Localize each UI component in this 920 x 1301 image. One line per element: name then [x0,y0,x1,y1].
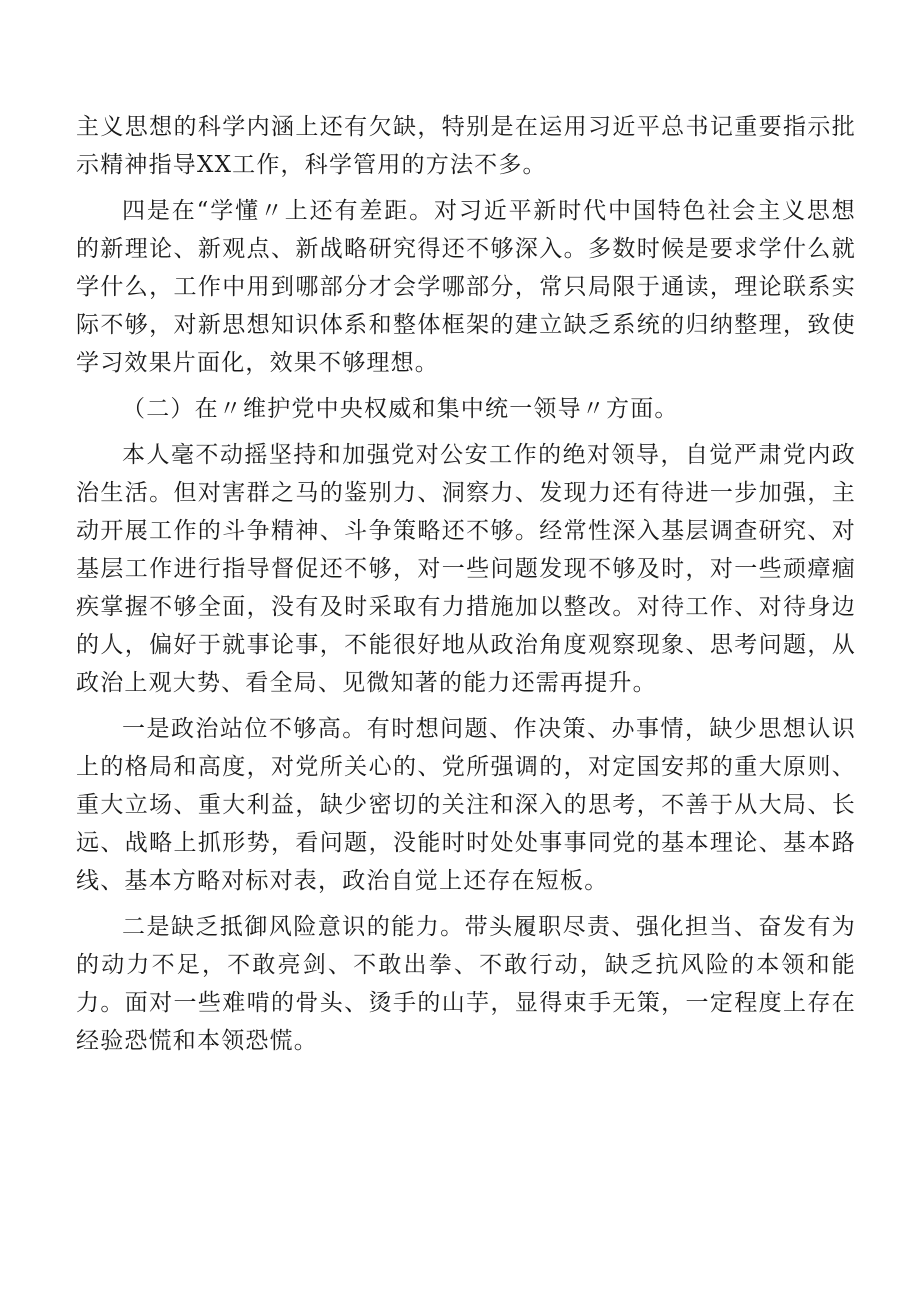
paragraph-point-one: 一是政治站位不够高。有时想问题、作决策、办事情，缺少思想认识上的格局和高度，对党所关心的、党所强调的，对定国安邦的重大原则、重大立场、重大利益，缺少密切的关注和深入的思考，不善于从大局、长远、战略上抓形势，看问题，没能时时处处事事同党的基本理论、基本路线、基本方略对标对表，政治自觉上还存在短板。 [76,716,856,894]
paragraph-point-four: 四是在“学懂〃上还有差距。对习近平新时代中国特色社会主义思想的新理论、新观点、新战略研究得还不够深入。多数时候是要求学什么就学什么，工作中用到哪部分才会学哪部分，常只局限于通读，理论联系实际不够，对新思想知识体系和整体框架的建立缺乏系统的归纳整理，致使学习效果片面化，效果不够理想。 [76,198,856,376]
paragraph-point-two: 二是缺乏抵御风险意识的能力。带头履职尽责、强化担当、奋发有为的动力不足，不敢亮剑、不敢出拳、不敢行动，缺乏抗风险的本领和能力。面对一些难啃的骨头、烫手的山芋，显得束手无策，一定程度上存在经验恐慌和本领恐慌。 [76,914,856,1054]
document-body [76,108,856,1068]
paragraph-self-assessment: 本人毫不动摇坚持和加强党对公安工作的绝对领导，自觉严肃党内政治生活。但对害群之马的鉴别力、洞察力、发现力还有待进一步加强，主动开展工作的斗争精神、斗争策略还不够。经常性深入基层调查研究、对基层工作进行指导督促还不够，对一些问题发现不够及时，对一些顽瘴痼疾掌握不够全面，没有及时采取有力措施加以整改。对待工作、对待身边的人，偏好于就事论事，不能很好地从政治角度观察现象、思考问题，从政治上观大势、看全局、见微知著的能力还需再提升。 [76,442,856,696]
paragraph-continuation: 主义思想的科学内涵上还有欠缺，特别是在运用习近平总书记重要指示批示精神指导XX工作，科学管用的方法不多。 [76,114,856,178]
section-heading-two: （二）在〃维护党中央权威和集中统一领导〃方面。 [122,396,679,422]
